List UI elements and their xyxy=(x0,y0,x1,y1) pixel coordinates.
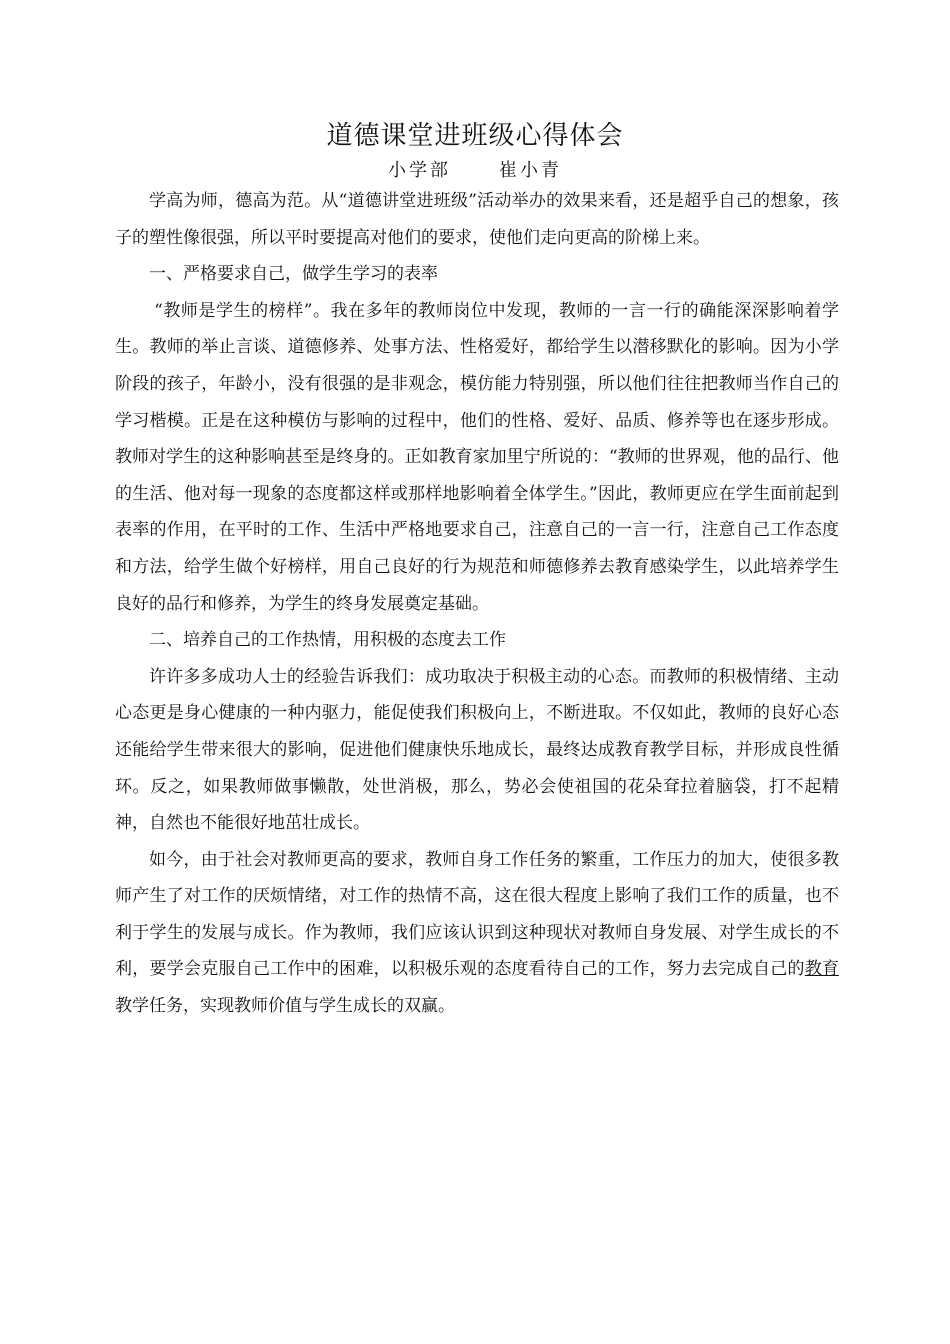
conclusion-text-before: 如今，由于社会对教师更高的要求，教师自身工作任务的繁重，工作压力的加大，使很多教师产生了对工作的厌烦情绪，对工作的热情不高，这在很大程度上影响了我们工作的质量，也不利于学生的发展与成长。作为教师，我们应该认识到这种现状对教师自身发展、对学生成长的不利，要学会克服自己工作中的困难，以积极乐观的态度看待自己的工作，努力去完成自己的 xyxy=(115,849,839,980)
paragraph-role-model: “教师是学生的榜样”。我在多年的教师岗位中发现，教师的一言一行的确能深深影响着学生。教师的举止言谈、道德修养、处事方法、性格爱好，都给学生以潜移默化的影响。因为小学阶段的孩子，年龄小，没有很强的是非观念，模仿能力特别强，所以他们往往把教师当作自己的学习楷模。正是在这种模仿与影响的过程中，他们的性格、爱好、品质、修养等也在逐步形成。教师对学生的这种影响甚至是终身的。正如教育家加里宁所说的：“教师的世界观，他的品行、他的生活、他对每一现象的态度都这样或那样地影响着全体学生。”因此，教师更应在学生面前起到表率的作用，在平时的工作、生活中严格地要求自己，注意自己的一言一行，注意自己工作态度和方法，给学生做个好榜样，用自己良好的行为规范和师德修养去教育感染学生，以此培养学生良好的品行和修养，为学生的终身发展奠定基础。 xyxy=(115,300,839,614)
department-name: 小学部 xyxy=(388,160,451,181)
document-title: 道德课堂进班级心得体会 xyxy=(326,121,624,151)
document-body xyxy=(115,183,839,1025)
author-name: 崔小青 xyxy=(499,160,562,181)
section-heading-2: 二、培养自己的工作热情，用积极的态度去工作 xyxy=(149,630,506,651)
underlined-word: 教育 xyxy=(804,959,840,980)
paragraph-conclusion xyxy=(115,842,839,1025)
section-heading-1: 一、严格要求自己，做学生学习的表率 xyxy=(149,264,438,285)
conclusion-text-after: 教学任务，实现教师价值与学生成长的双赢。 xyxy=(115,996,455,1017)
paragraph-positive-attitude: 许许多多成功人士的经验告诉我们：成功取决于积极主动的心态。而教师的积极情绪、主动心态更是身心健康的一种内驱力，能促使我们积极向上，不断进取。不仅如此，教师的良好心态还能给学生带来很大的影响，促进他们健康快乐地成长，最终达成教育教学目标，并形成良性循环。反之，如果教师做事懒散，处世消极，那么，势必会使祖国的花朵耷拉着脑袋，打不起精神，自然也不能很好地茁壮成长。 xyxy=(115,666,839,834)
paragraph-intro: 学高为师，德高为范。从“道德讲堂进班级”活动举办的效果来看，还是超乎自己的想象，孩子的塑性像很强，所以平时要提高对他们的要求，使他们走向更高的阶梯上来。 xyxy=(115,191,839,248)
byline xyxy=(0,158,950,184)
